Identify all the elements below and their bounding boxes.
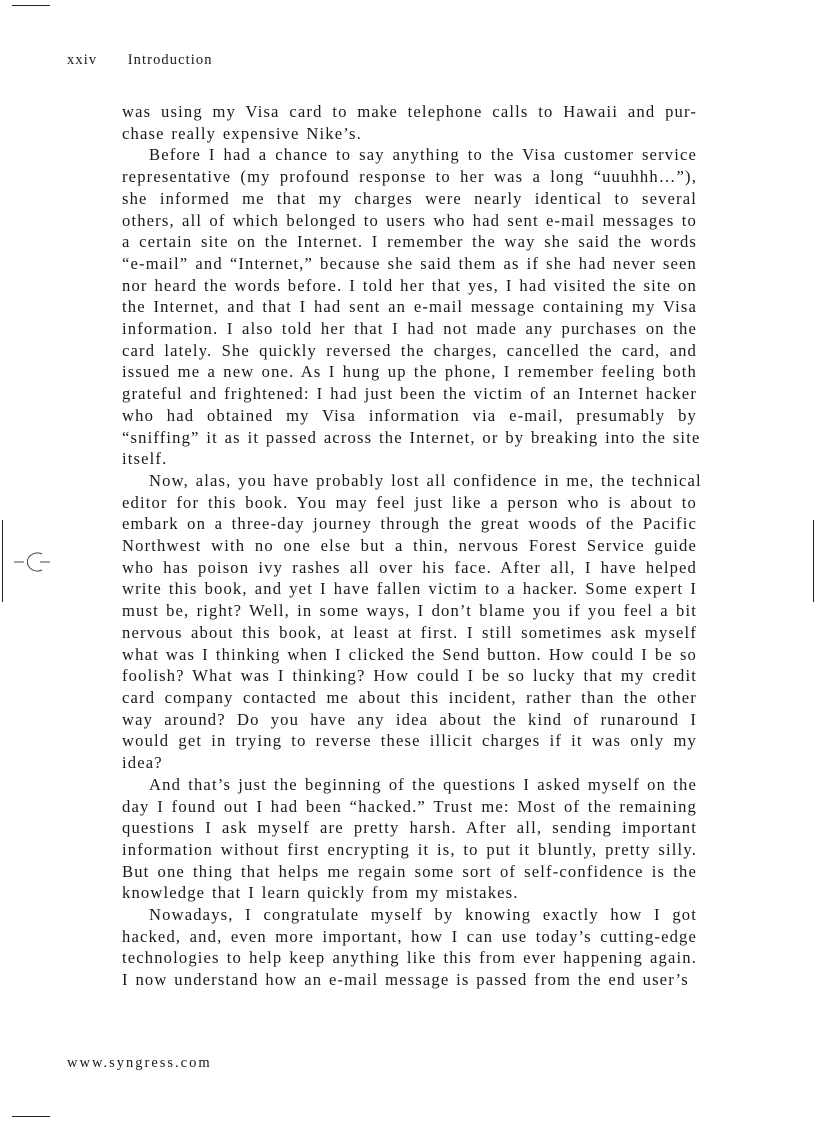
- text-line: Before I had a chance to say anything to the Visa customer service: [149, 145, 697, 165]
- text-line: chase really expensive Nike’s.: [122, 123, 362, 143]
- text-line: who had obtained my Visa information via e-mail, presumably by: [122, 405, 697, 425]
- text-line: itself.: [122, 449, 168, 469]
- body-text: [122, 101, 702, 991]
- crop-mark-left-edge: [2, 520, 3, 602]
- text-line: what was I thinking when I clicked the Send button. How could I be so: [122, 644, 697, 664]
- text-line: I now understand how an e-mail message is passed from the end user’s: [122, 970, 689, 990]
- text-line: foolish? What was I thinking? How could I be so lucky that my credit: [122, 666, 697, 686]
- text-line: technologies to help keep anything like this from ever happening again.: [122, 948, 697, 968]
- paragraph: [122, 470, 702, 774]
- text-line: “sniffing” it as it passed across the Internet, or by breaking into the site: [122, 427, 701, 447]
- text-line: hacked, and, even more important, how I can use today’s cutting-edge: [122, 926, 697, 946]
- text-line: information. I also told her that I had not made any purchases on the: [122, 319, 697, 339]
- text-line: card lately. She quickly reversed the charges, cancelled the card, and: [122, 340, 697, 360]
- text-line: representative (my profound response to her was a long “uuuhhh…”),: [122, 167, 697, 187]
- section-title: Introduction: [127, 52, 213, 68]
- text-line: nor heard the words before. I told her that yes, I had visited the site on: [122, 275, 697, 295]
- text-line: editor for this book. You may feel just like a person who is about to: [122, 492, 697, 512]
- text-line: a certain site on the Internet. I remember the way she said the words: [122, 232, 697, 252]
- text-line: Now, alas, you have probably lost all confidence in me, the technical: [149, 470, 702, 490]
- text-line: information without first encrypting it is, to put it bluntly, pretty silly.: [122, 839, 697, 859]
- text-line: was using my Visa card to make telephone calls to Hawaii and pur-: [122, 102, 697, 121]
- text-line: idea?: [122, 753, 163, 773]
- text-line: knowledge that I learn quickly from my mistakes.: [122, 883, 519, 903]
- paragraph: [122, 904, 697, 991]
- text-line: who has poison ivy rashes all over his face. After all, I have helped: [122, 557, 697, 577]
- text-line: Northwest with no one else but a thin, nervous Forest Service guide: [122, 536, 697, 556]
- paragraph: [122, 144, 701, 470]
- running-header: [67, 52, 213, 69]
- text-line: questions I ask myself are pretty harsh. After all, sending important: [122, 818, 697, 838]
- text-line: card company contacted me about this incident, rather than the other: [122, 687, 697, 707]
- crop-mark-bottom-left: [12, 1116, 50, 1117]
- paragraph: [122, 774, 697, 904]
- text-line: grateful and frightened: I had just been the victim of an Internet hacker: [122, 384, 697, 404]
- text-line: would get in trying to reverse these illicit charges if it was only my: [122, 731, 697, 751]
- text-line: the Internet, and that I had sent an e-mail message containing my Visa: [122, 297, 697, 317]
- text-line: nervous about this book, at least at first. I still sometimes ask myself: [122, 622, 697, 642]
- text-line: “e-mail” and “Internet,” because she said them as if she had never seen: [122, 253, 697, 273]
- text-line: write this book, and yet I have fallen victim to a hacker. Some expert I: [122, 579, 697, 599]
- text-line: And that’s just the beginning of the questions I asked myself on the: [149, 774, 697, 794]
- page-number: xxiv: [67, 52, 98, 68]
- text-line: must be, right? Well, in some ways, I don’t blame you if you feel a bit: [122, 601, 697, 621]
- text-line: others, all of which belonged to users who had sent e-mail messages to: [122, 210, 697, 230]
- text-line: But one thing that helps me regain some sort of self-confidence is the: [122, 861, 697, 881]
- paragraph: [122, 101, 697, 144]
- text-line: Nowadays, I congratulate myself by knowing exactly how I got: [149, 905, 697, 925]
- crop-mark-right-edge: [813, 520, 814, 602]
- text-line: issued me a new one. As I hung up the phone, I remember feeling both: [122, 362, 697, 382]
- text-line: way around? Do you have any idea about the kind of runaround I: [122, 709, 697, 729]
- text-line: day I found out I had been “hacked.” Trust me: Most of the remaining: [122, 796, 697, 816]
- registration-mark-icon: [12, 548, 52, 576]
- crop-mark-top-left: [12, 5, 50, 6]
- text-line: she informed me that my charges were nearly identical to several: [122, 188, 697, 208]
- text-line: embark on a three-day journey through the great woods of the Pacific: [122, 514, 697, 534]
- footer-url: www.syngress.com: [67, 1055, 212, 1071]
